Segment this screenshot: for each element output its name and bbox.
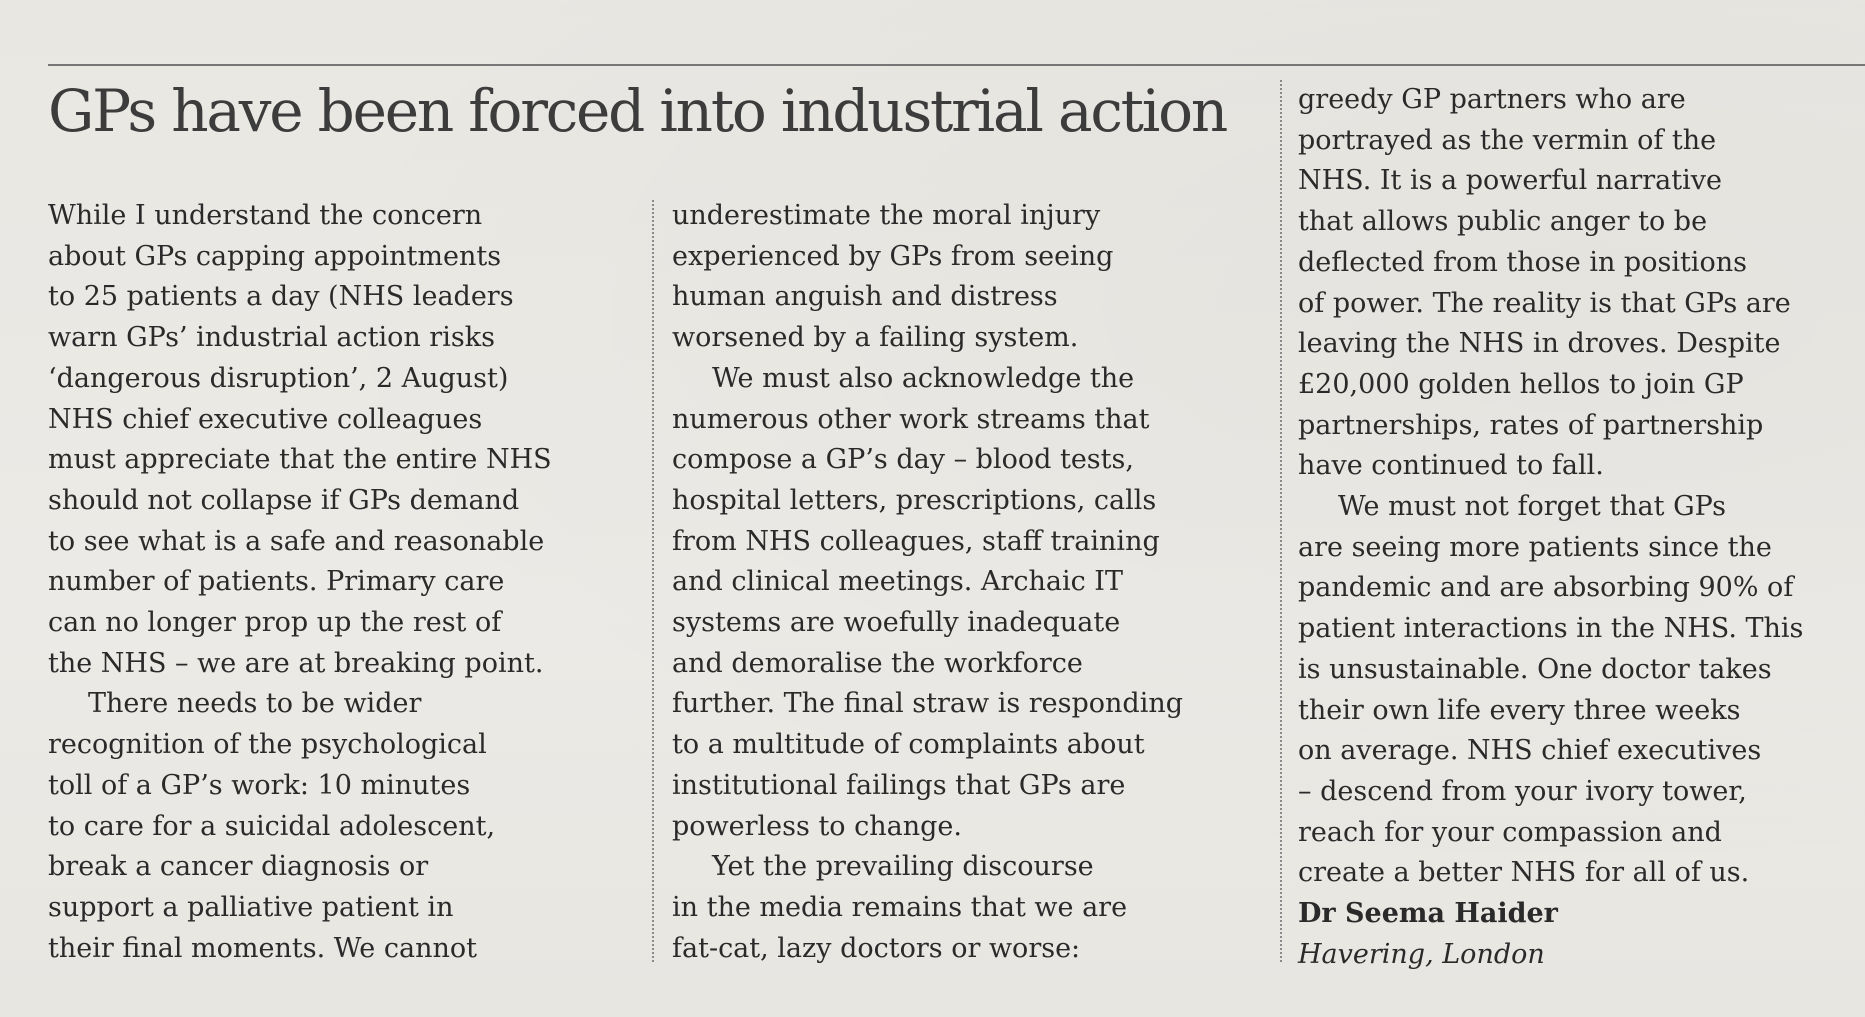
text-line: leaving the NHS in droves. Despite	[1298, 328, 1781, 360]
text-line: that allows public anger to be	[1298, 206, 1708, 238]
signature-name: Dr Seema Haider	[1298, 898, 1558, 930]
text-line: further. The final straw is responding	[672, 688, 1184, 720]
text-line: should not collapse if GPs demand	[48, 484, 520, 516]
headline: GPs have been forced into industrial action	[48, 77, 1226, 145]
paragraph-start-line: We must also acknowledge the	[712, 362, 1135, 394]
paragraph-start-line: There needs to be wider	[88, 688, 422, 720]
column-divider	[1280, 80, 1282, 962]
text-line: recognition of the psychological	[48, 729, 487, 761]
text-line: partnerships, rates of partnership	[1298, 409, 1764, 441]
text-line: to a multitude of complaints about	[672, 729, 1145, 761]
text-line: patient interactions in the NHS. This	[1298, 613, 1804, 645]
text-line: portrayed as the vermin of the	[1298, 124, 1717, 156]
text-line: to see what is a safe and reasonable	[48, 525, 545, 557]
text-line: While I understand the concern	[48, 200, 483, 231]
text-line: the NHS – we are at breaking point.	[48, 647, 544, 679]
paragraph-start-line: We must not forget that GPs	[1338, 491, 1726, 523]
text-line: – descend from your ivory tower,	[1298, 775, 1747, 807]
text-line: experienced by GPs from seeing	[672, 240, 1114, 272]
article-column-2	[672, 196, 1272, 969]
text-line: numerous other work streams that	[672, 403, 1150, 435]
text-line: to 25 patients a day (NHS leaders	[48, 281, 514, 313]
text-line: on average. NHS chief executives	[1298, 735, 1762, 767]
text-line: and clinical meetings. Archaic IT	[672, 566, 1123, 598]
text-line: human anguish and distress	[672, 281, 1058, 313]
text-line: number of patients. Primary care	[48, 566, 505, 598]
text-line: greedy GP partners who are	[1298, 84, 1686, 115]
text-line: are seeing more patients since the	[1298, 531, 1772, 563]
text-line: NHS. It is a powerful narrative	[1298, 165, 1722, 197]
text-line: in the media remains that we are	[672, 891, 1128, 923]
text-line: their final moments. We cannot	[48, 932, 477, 964]
text-line: systems are woefully inadequate	[672, 607, 1121, 639]
text-line: NHS chief executive colleagues	[48, 403, 483, 435]
text-line: £20,000 golden hellos to join GP	[1298, 368, 1744, 400]
text-line: to care for a suicidal adolescent,	[48, 810, 496, 842]
text-line: create a better NHS for all of us.	[1298, 857, 1750, 889]
top-rule	[48, 64, 1865, 66]
text-line: underestimate the moral injury	[672, 200, 1101, 231]
text-line: warn GPs’ industrial action risks	[48, 322, 495, 354]
text-line: fat-cat, lazy doctors or worse:	[672, 932, 1081, 964]
signature-location: Havering, London	[1298, 938, 1545, 970]
text-line: of power. The reality is that GPs are	[1298, 287, 1791, 319]
text-line: institutional failings that GPs are	[672, 769, 1126, 801]
column-divider	[652, 200, 654, 962]
text-line: their own life every three weeks	[1298, 694, 1741, 726]
paragraph-start-line: Yet the prevailing discourse	[712, 851, 1094, 883]
text-line: hospital letters, prescriptions, calls	[672, 484, 1157, 516]
text-line: is unsustainable. One doctor takes	[1298, 653, 1772, 685]
text-line: powerless to change.	[672, 810, 962, 842]
text-line: break a cancer diagnosis or	[48, 851, 429, 883]
text-line: deflected from those in positions	[1298, 246, 1747, 278]
text-line: reach for your compassion and	[1298, 816, 1722, 848]
text-line: ‘dangerous disruption’, 2 August)	[48, 362, 509, 394]
text-line: support a palliative patient in	[48, 891, 454, 923]
text-line: about GPs capping appointments	[48, 240, 502, 272]
text-line: have continued to fall.	[1298, 450, 1604, 482]
column-lines	[1298, 80, 1858, 894]
text-line: pandemic and are absorbing 90% of	[1298, 572, 1794, 604]
text-line: and demoralise the workforce	[672, 647, 1083, 679]
article-column-3	[1298, 80, 1858, 975]
text-line: must appreciate that the entire NHS	[48, 444, 552, 476]
text-line: toll of a GP’s work: 10 minutes	[48, 769, 471, 801]
text-line: from NHS colleagues, staff training	[672, 525, 1160, 557]
text-line: can no longer prop up the rest of	[48, 607, 502, 639]
text-line: compose a GP’s day – blood tests,	[672, 444, 1134, 476]
text-line: worsened by a failing system.	[672, 322, 1079, 354]
article-column-1	[48, 196, 648, 969]
